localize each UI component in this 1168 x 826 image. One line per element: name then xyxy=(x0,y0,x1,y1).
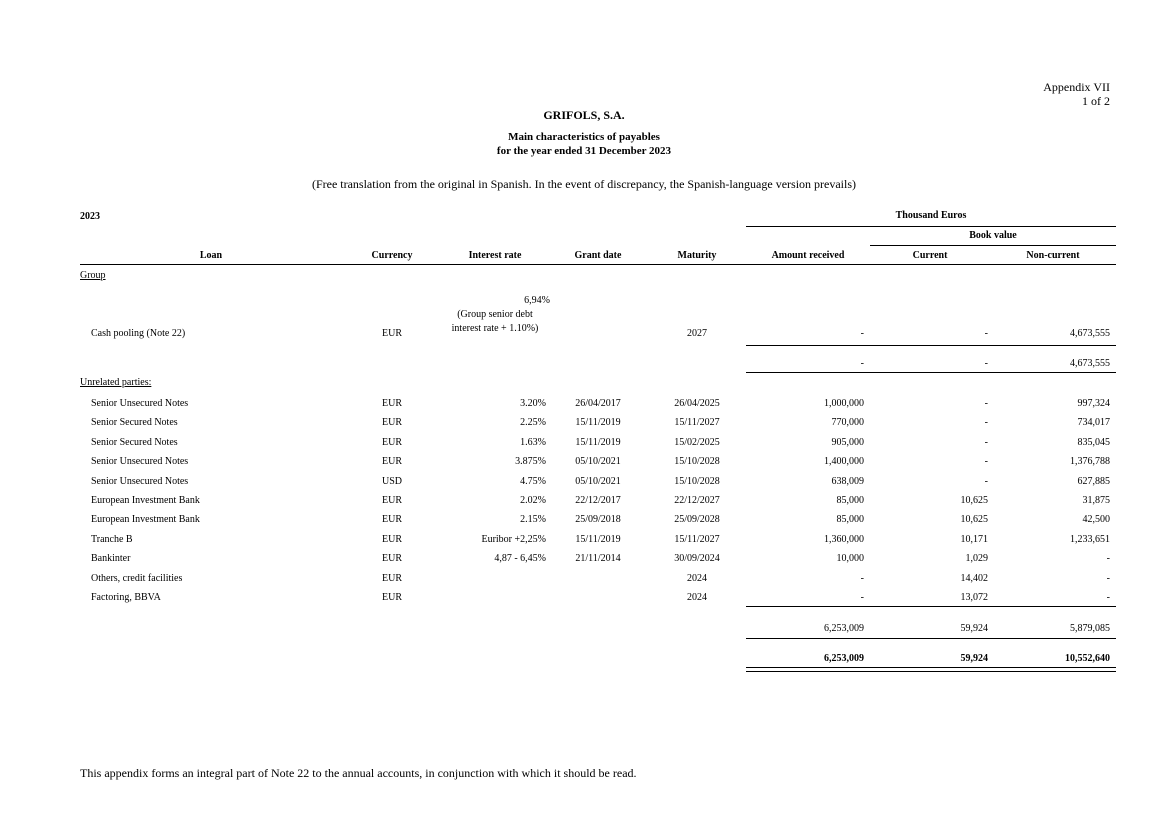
row-current: 13,072 xyxy=(960,592,988,603)
row-rate: 4,87 - 6,45% xyxy=(494,553,546,564)
row-currency: EUR xyxy=(382,592,402,603)
group-subtotal-noncurrent: 4,673,555 xyxy=(1070,358,1110,369)
row-currency: EUR xyxy=(382,573,402,584)
row-amount: 638,009 xyxy=(831,476,864,487)
row-maturity: 2024 xyxy=(687,592,707,603)
total-amount: 6,253,009 xyxy=(824,653,864,664)
row-amount: 85,000 xyxy=(836,514,864,525)
row-rate: 3.875% xyxy=(515,456,546,467)
total-top-line xyxy=(746,638,1116,639)
row-currency: EUR xyxy=(382,514,402,525)
row-maturity: 15/02/2025 xyxy=(674,437,720,448)
total-noncurrent: 10,552,640 xyxy=(1065,653,1110,664)
row-current: - xyxy=(984,398,988,409)
row-loan: Senior Secured Notes xyxy=(91,437,178,448)
row-current: 10,625 xyxy=(960,514,988,525)
row-maturity: 25/09/2028 xyxy=(674,514,720,525)
row-maturity: 26/04/2025 xyxy=(674,398,720,409)
row-amount: - xyxy=(860,592,864,603)
row-amount: 905,000 xyxy=(831,437,864,448)
row-noncurrent: 627,885 xyxy=(1077,476,1110,487)
row-loan: Tranche B xyxy=(91,534,133,545)
row-currency: EUR xyxy=(382,398,402,409)
row-rate: 2.02% xyxy=(520,495,546,506)
cash-pooling-currency: EUR xyxy=(382,328,402,339)
row-amount: 1,400,000 xyxy=(824,456,864,467)
col-grant-date: Grant date xyxy=(574,250,622,261)
row-noncurrent: 1,376,788 xyxy=(1070,456,1110,467)
row-noncurrent: - xyxy=(1106,573,1110,584)
rate-line-3: interest rate + 1.10%) xyxy=(451,323,539,334)
row-current: 10,171 xyxy=(960,534,988,545)
row-amount: 10,000 xyxy=(836,553,864,564)
appendix-label xyxy=(1043,80,1110,108)
row-maturity: 15/11/2027 xyxy=(674,534,720,545)
row-noncurrent: 734,017 xyxy=(1077,417,1110,428)
col-currency: Currency xyxy=(371,250,413,261)
row-maturity: 15/11/2027 xyxy=(674,417,720,428)
cash-pooling-loan: Cash pooling (Note 22) xyxy=(91,328,186,339)
row-amount: 85,000 xyxy=(836,495,864,506)
col-maturity: Maturity xyxy=(677,250,717,261)
unrelated-subtotal-amount: 6,253,009 xyxy=(824,623,864,634)
unrelated-label: Unrelated parties: xyxy=(80,377,152,388)
rate-line-2: (Group senior debt xyxy=(457,309,533,320)
row-loan: Others, credit facilities xyxy=(91,573,183,584)
cash-pooling-noncurrent: 4,673,555 xyxy=(1070,328,1110,339)
header-divider xyxy=(80,264,1116,265)
row-currency: USD xyxy=(381,476,402,487)
col-current: Current xyxy=(912,250,948,261)
row-grant: 22/12/2017 xyxy=(575,495,621,506)
row-current: 10,625 xyxy=(960,495,988,506)
group-subtotal-line xyxy=(746,345,1116,346)
row-loan: Senior Unsecured Notes xyxy=(91,398,189,409)
row-rate: 3.20% xyxy=(520,398,546,409)
row-amount: 770,000 xyxy=(831,417,864,428)
row-grant: 15/11/2019 xyxy=(575,417,621,428)
group-subtotal-amount: - xyxy=(860,358,864,369)
row-grant: 05/10/2021 xyxy=(575,456,621,467)
cash-pooling-rate xyxy=(440,294,550,336)
row-noncurrent: - xyxy=(1106,592,1110,603)
rate-line-1: 6,94% xyxy=(524,295,550,306)
col-interest-rate: Interest rate xyxy=(468,250,522,261)
col-amount-received: Amount received xyxy=(771,250,845,261)
row-rate: 4.75% xyxy=(520,476,546,487)
row-grant: 15/11/2019 xyxy=(575,534,621,545)
unrelated-subtotal-noncurrent: 5,879,085 xyxy=(1070,623,1110,634)
row-current: - xyxy=(984,417,988,428)
row-maturity: 15/10/2028 xyxy=(674,456,720,467)
group-subtotal-underline xyxy=(746,372,1116,373)
row-noncurrent: 42,500 xyxy=(1082,514,1110,525)
appendix-page: 1 of 2 xyxy=(1082,94,1110,108)
row-currency: EUR xyxy=(382,456,402,467)
row-currency: EUR xyxy=(382,534,402,545)
cash-pooling-current: - xyxy=(984,328,988,339)
total-current: 59,924 xyxy=(960,653,988,664)
translation-note: (Free translation from the original in Spanish. In the event of discrepancy, the Spanish-language version prevails) xyxy=(311,177,857,191)
row-current: 14,402 xyxy=(960,573,988,584)
report-title: Main characteristics of payables xyxy=(508,131,660,143)
row-maturity: 22/12/2027 xyxy=(674,495,720,506)
row-loan: Senior Unsecured Notes xyxy=(91,456,189,467)
row-rate: Euribor +2,25% xyxy=(481,534,546,545)
row-current: - xyxy=(984,476,988,487)
row-noncurrent: - xyxy=(1106,553,1110,564)
row-currency: EUR xyxy=(382,417,402,428)
row-noncurrent: 1,233,651 xyxy=(1070,534,1110,545)
row-rate: 1.63% xyxy=(520,437,546,448)
row-grant: 26/04/2017 xyxy=(575,398,621,409)
row-amount: - xyxy=(860,573,864,584)
book-value-header: Book value xyxy=(969,230,1017,241)
unrelated-subtotal-current: 59,924 xyxy=(960,623,988,634)
total-double-underline xyxy=(746,667,1116,672)
row-loan: Bankinter xyxy=(91,553,131,564)
appendix-title: Appendix VII xyxy=(1043,80,1110,94)
row-loan: European Investment Bank xyxy=(91,514,200,525)
row-current: 1,029 xyxy=(965,553,988,564)
row-loan: Factoring, BBVA xyxy=(91,592,161,603)
row-loan: Senior Unsecured Notes xyxy=(91,476,189,487)
row-loan: Senior Secured Notes xyxy=(91,417,178,428)
row-noncurrent: 31,875 xyxy=(1082,495,1110,506)
row-rate: 2.25% xyxy=(520,417,546,428)
divider xyxy=(870,245,1116,246)
report-subtitle: for the year ended 31 December 2023 xyxy=(496,145,672,157)
row-grant: 25/09/2018 xyxy=(575,514,621,525)
row-rate: 2.15% xyxy=(520,514,546,525)
thousand-euros-header: Thousand Euros xyxy=(895,210,967,221)
row-currency: EUR xyxy=(382,495,402,506)
cash-pooling-amount: - xyxy=(860,328,864,339)
divider xyxy=(746,226,1116,227)
group-subtotal-current: - xyxy=(984,358,988,369)
row-grant: 15/11/2019 xyxy=(575,437,621,448)
cash-pooling-maturity: 2027 xyxy=(687,328,707,339)
row-noncurrent: 835,045 xyxy=(1077,437,1110,448)
col-non-current: Non-current xyxy=(1026,250,1080,261)
row-maturity: 30/09/2024 xyxy=(674,553,720,564)
row-loan: European Investment Bank xyxy=(91,495,200,506)
row-currency: EUR xyxy=(382,437,402,448)
row-current: - xyxy=(984,456,988,467)
row-maturity: 15/10/2028 xyxy=(674,476,720,487)
row-grant: 05/10/2021 xyxy=(575,476,621,487)
group-label: Group xyxy=(80,270,106,281)
row-currency: EUR xyxy=(382,553,402,564)
row-current: - xyxy=(984,437,988,448)
row-maturity: 2024 xyxy=(687,573,707,584)
footer-note: This appendix forms an integral part of Note 22 to the annual accounts, in conjunction with which it should be read. xyxy=(80,766,637,780)
row-amount: 1,000,000 xyxy=(824,398,864,409)
row-grant: 21/11/2014 xyxy=(575,553,621,564)
unrelated-subtotal-line xyxy=(746,606,1116,607)
row-noncurrent: 997,324 xyxy=(1077,398,1110,409)
col-loan: Loan xyxy=(199,250,223,261)
year-label: 2023 xyxy=(80,211,100,222)
company-name: GRIFOLS, S.A. xyxy=(543,108,625,122)
row-amount: 1,360,000 xyxy=(824,534,864,545)
